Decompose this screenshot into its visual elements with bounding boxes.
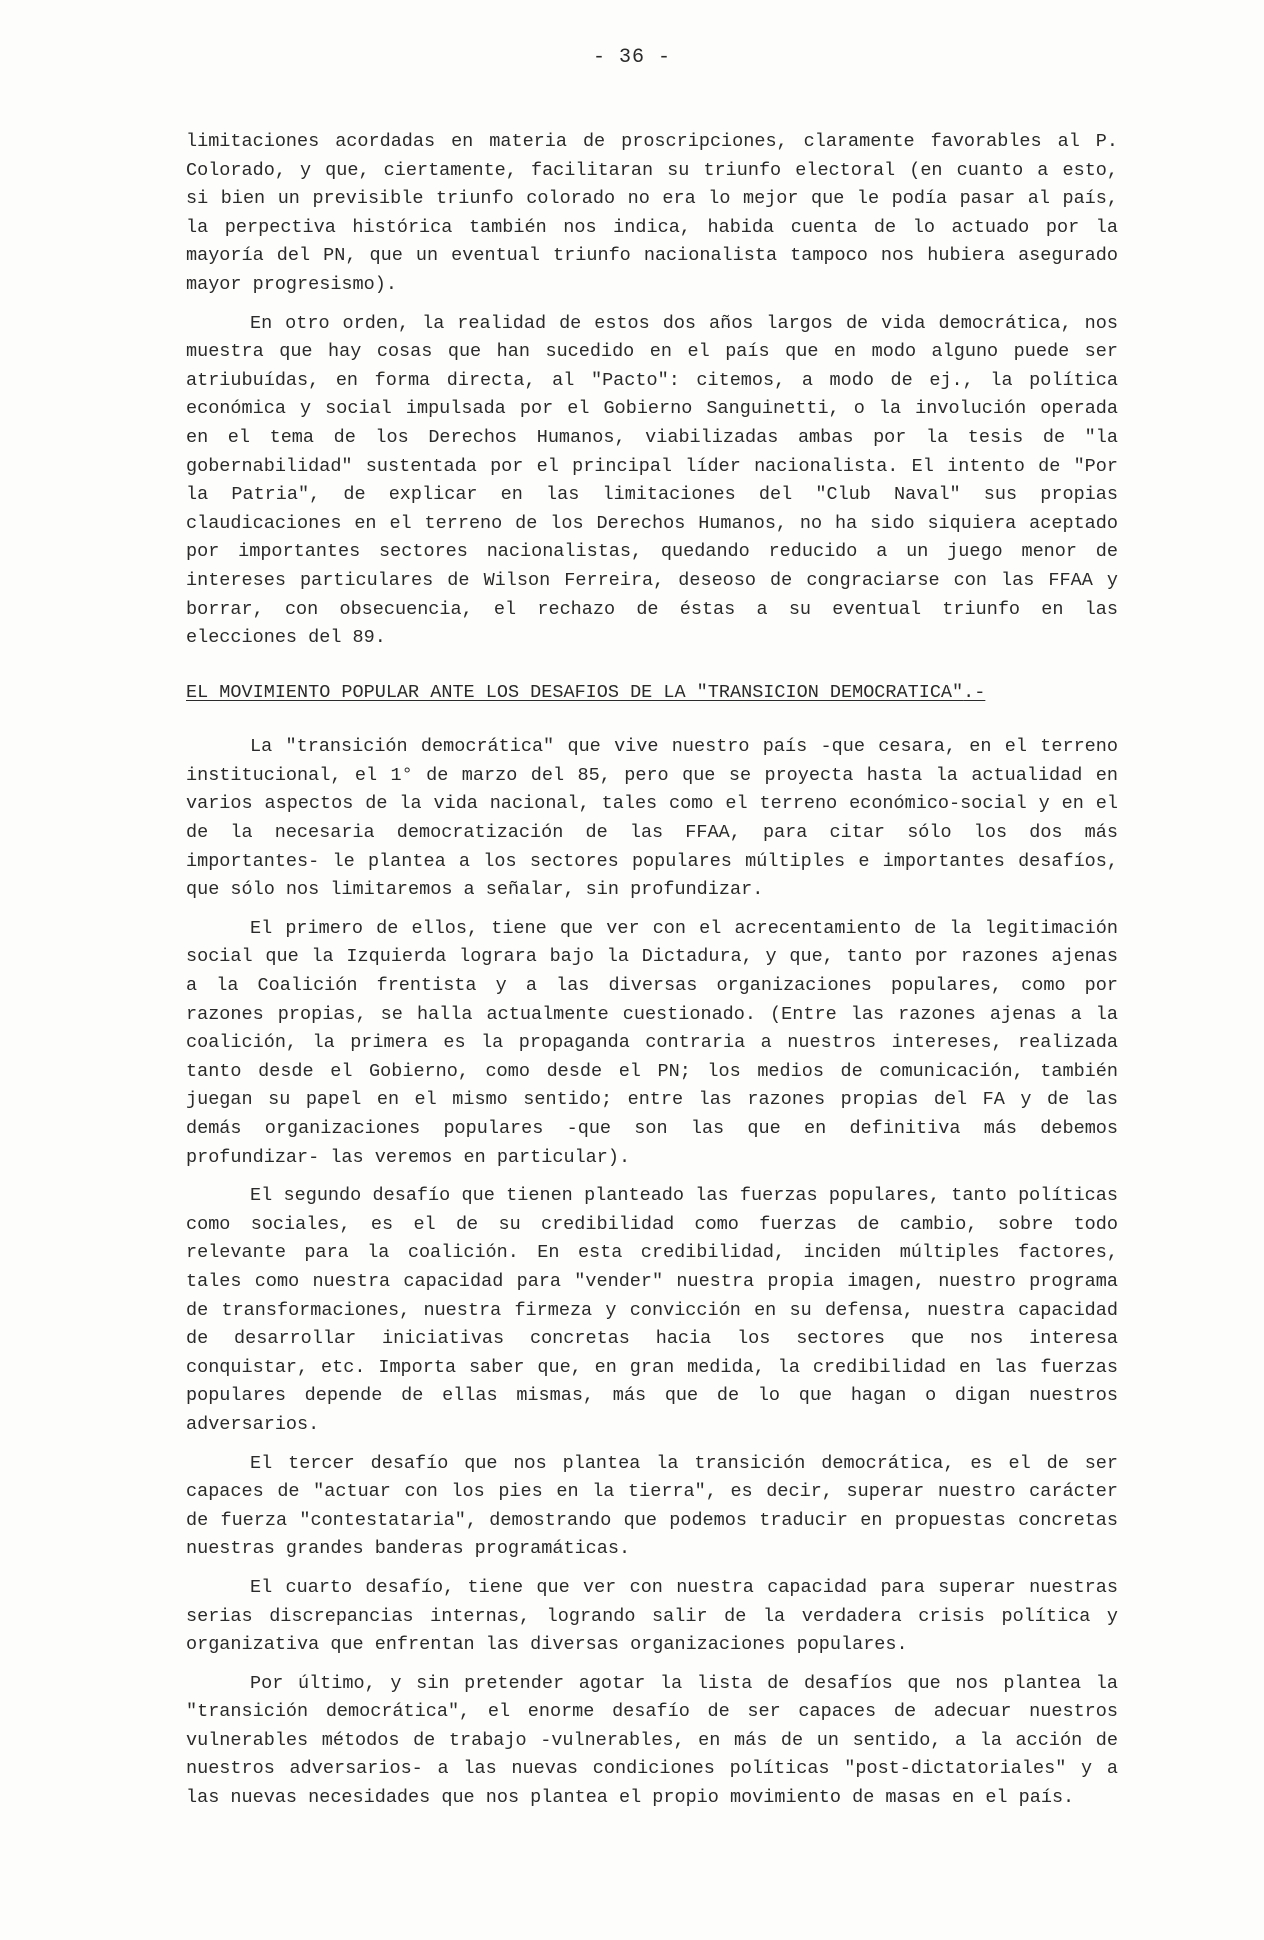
- section-heading: [186, 679, 1118, 708]
- section-heading-tail: .-: [963, 681, 986, 703]
- paragraph-3: La "transición democrática" que vive nuestro país -que cesara, en el terreno institucional, el 1° de marzo del 85, pero que se proyecta hasta la actualidad en varios aspectos de la vida nacional, tales como el terreno económico-social y en el de la necesaria democratización de las FFAA, para citar sólo los dos más importantes- le plantea a los sectores populares múltiples e importantes desafíos, que sólo nos limitaremos a señalar, sin profundizar.: [186, 736, 1118, 901]
- paragraph-7: El cuarto desafío, tiene que ver con nuestra capacidad para superar nuestras serias discrepancias internas, logrando salir de la verdadera crisis política y organizativa que enfrentan las diversas organizaciones populares.: [186, 1576, 1118, 1656]
- paragraph-8: Por último, y sin pretender agotar la lista de desafíos que nos plantea la "transición democrática", el enorme desafío de ser capaces de adecuar nuestros vulnerables métodos de trabajo -vulnerables, en más de un sentido, a la acción de nuestros adversarios- a las nuevas condiciones políticas "post-dictatoriales" y a las nuevas necesidades que nos plantea el propio movimiento de masas en el país.: [186, 1672, 1118, 1809]
- page-number: - 36 -: [592, 46, 671, 69]
- document-body: [186, 128, 1118, 1813]
- section-heading-text: EL MOVIMIENTO POPULAR ANTE LOS DESAFIOS DE LA "TRANSICION DEMOCRATICA": [186, 681, 964, 703]
- paragraph-2: En otro orden, la realidad de estos dos años largos de vida democrática, nos muestra que hay cosas que han sucedido en el país que en modo alguno puede ser atriubuídas, en forma directa, al "Pacto": citemos, a modo de ej., la política económica y social impulsada por el Gobierno Sanguinetti, o la involución operada en el tema de los Derechos Humanos, viabilizadas ambas por la tesis de "la gobernabilidad" sustentada por el principal líder nacionalista. El intento de "Por la Patria", de explicar en las limitaciones del "Club Naval" sus propias claudicaciones en el terreno de los Derechos Humanos, no ha sido siquiera aceptado por importantes sectores nacionalistas, quedando reducido a un juego menor de intereses particulares de Wilson Ferreira, deseoso de congraciarse con las FFAA y borrar, con obsecuencia, el rechazo de éstas a su eventual triunfo en las elecciones del 89.: [186, 312, 1118, 649]
- paragraph-5: El segundo desafío que tienen planteado las fuerzas populares, tanto políticas como sociales, es el de su credibilidad como fuerzas de cambio, sobre todo relevante para la coalición. En esta credibilidad, inciden múltiples factores, tales como nuestra capacidad para "vender" nuestra propia imagen, nuestro programa de transformaciones, nuestra firmeza y convicción en su defensa, nuestra capacidad de desarrollar iniciativas concretas hacia los sectores que nos interesa conquistar, etc. Importa saber que, en gran medida, la credibilidad en las fuerzas populares depende de ellas mismas, más que de lo que hagan o digan nuestros adversarios.: [186, 1185, 1118, 1435]
- paragraph-1: limitaciones acordadas en materia de proscripciones, claramente favorables al P. Colorado, y que, ciertamente, facilitaran su triunfo electoral (en cuanto a esto, si bien un previsible triunfo colorado no era lo mejor que le podía pasar al país, la perpectiva histórica también nos indica, habida cuenta de lo actuado por la mayoría del PN, que un eventual triunfo nacionalista tampoco nos hubiera asegurado mayor progresismo).: [186, 131, 1118, 295]
- paragraph-6: El tercer desafío que nos plantea la transición democrática, es el de ser capaces de "actuar con los pies en la tierra", es decir, superar nuestro carácter de fuerza "contestataria", demostrando que podemos traducir en propuestas concretas nuestras grandes banderas programáticas.: [186, 1452, 1118, 1560]
- paragraph-4: El primero de ellos, tiene que ver con el acrecentamiento de la legitimación social que la Izquierda lograra bajo la Dictadura, y que, tanto por razones ajenas a la Coalición frentista y a las diversas organizaciones populares, como por razones propias, se halla actualmente cuestionado. (Entre las razones ajenas a la coalición, la primera es la propaganda contraria a nuestros intereses, realizada tanto desde el Gobierno, como desde el PN; los medios de comunicación, también juegan su papel en el mismo sentido; entre las razones propias del FA y de las demás organizaciones populares -que son las que en definitiva más debemos profundizar- las veremos en particular).: [186, 917, 1118, 1168]
